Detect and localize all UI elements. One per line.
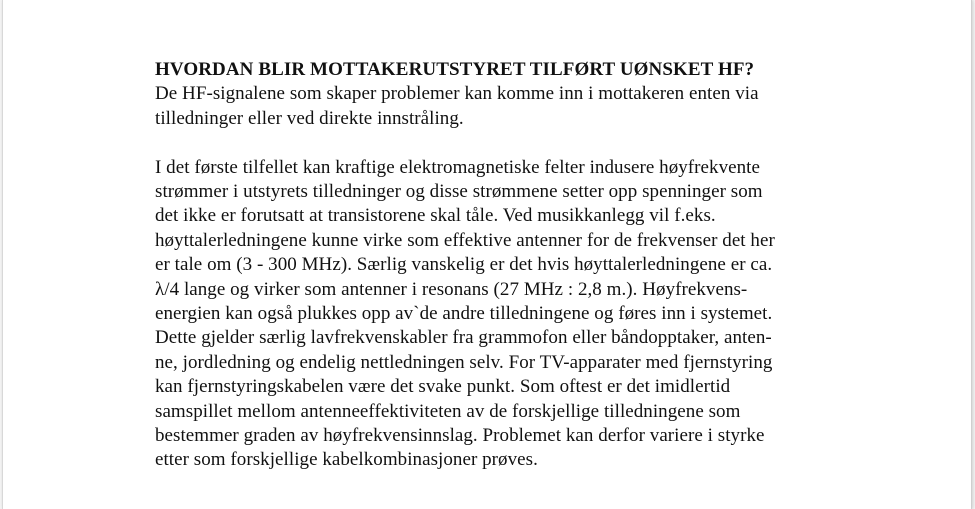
paragraph-line: er tale om (3 - 300 MHz). Særlig vanskelig er det hvis høyttalerledningene er ca. xyxy=(155,254,773,276)
paragraph-line: I det første tilfellet kan kraftige elektromagnetiske felter indusere høyfrekvente xyxy=(155,156,760,178)
document-page xyxy=(2,0,972,509)
paragraph-line: bestemmer graden av høyfrekvensinnslag. Problemet kan derfor variere i styrke xyxy=(155,425,765,447)
paragraph-line: det ikke er forutsatt at transistorene skal tåle. Ved musikkanlegg vil f.eks. xyxy=(155,205,716,227)
section-heading: HVORDAN BLIR MOTTAKERUTSTYRET TILFØRT UØNSKET HF? xyxy=(155,59,755,80)
paragraph-line: etter som forskjellige kabelkombinasjoner prøves. xyxy=(155,449,538,471)
paragraph-line: energien kan også plukkes opp av`de andre tilledningene og føres inn i systemet. xyxy=(155,303,773,325)
paragraph-gap xyxy=(155,131,915,155)
paragraph-1 xyxy=(155,82,915,131)
paragraph-2 xyxy=(155,156,915,473)
paragraph-line: De HF-signalene som skaper problemer kan komme inn i mottakeren enten via xyxy=(155,83,759,105)
paragraph-line: tilledninger eller ved direkte innstråling. xyxy=(155,107,464,129)
paragraph-line: samspillet mellom antenneeffektiviteten av de forskjellige tilledningene som xyxy=(155,400,741,422)
paragraph-line: Dette gjelder særlig lavfrekvenskabler fra grammofon eller båndopptaker, anten- xyxy=(155,327,772,349)
paragraph-line: kan fjernstyringskabelen være det svake punkt. Som oftest er det imidlertid xyxy=(155,376,731,398)
paragraph-line: ne, jordledning og endelig nettledningen selv. For TV-apparater med fjernstyring xyxy=(155,351,773,373)
paragraph-line: strømmer i utstyrets tilledninger og disse strømmene setter opp spenninger som xyxy=(155,181,763,203)
paragraph-line: høyttalerledningene kunne virke som effektive antenner for de frekvenser det her xyxy=(155,229,775,251)
paragraph-line: λ/4 lange og virker som antenner i resonans (27 MHz : 2,8 m.). Høyfrekvens- xyxy=(155,278,748,300)
document-body xyxy=(155,58,915,473)
